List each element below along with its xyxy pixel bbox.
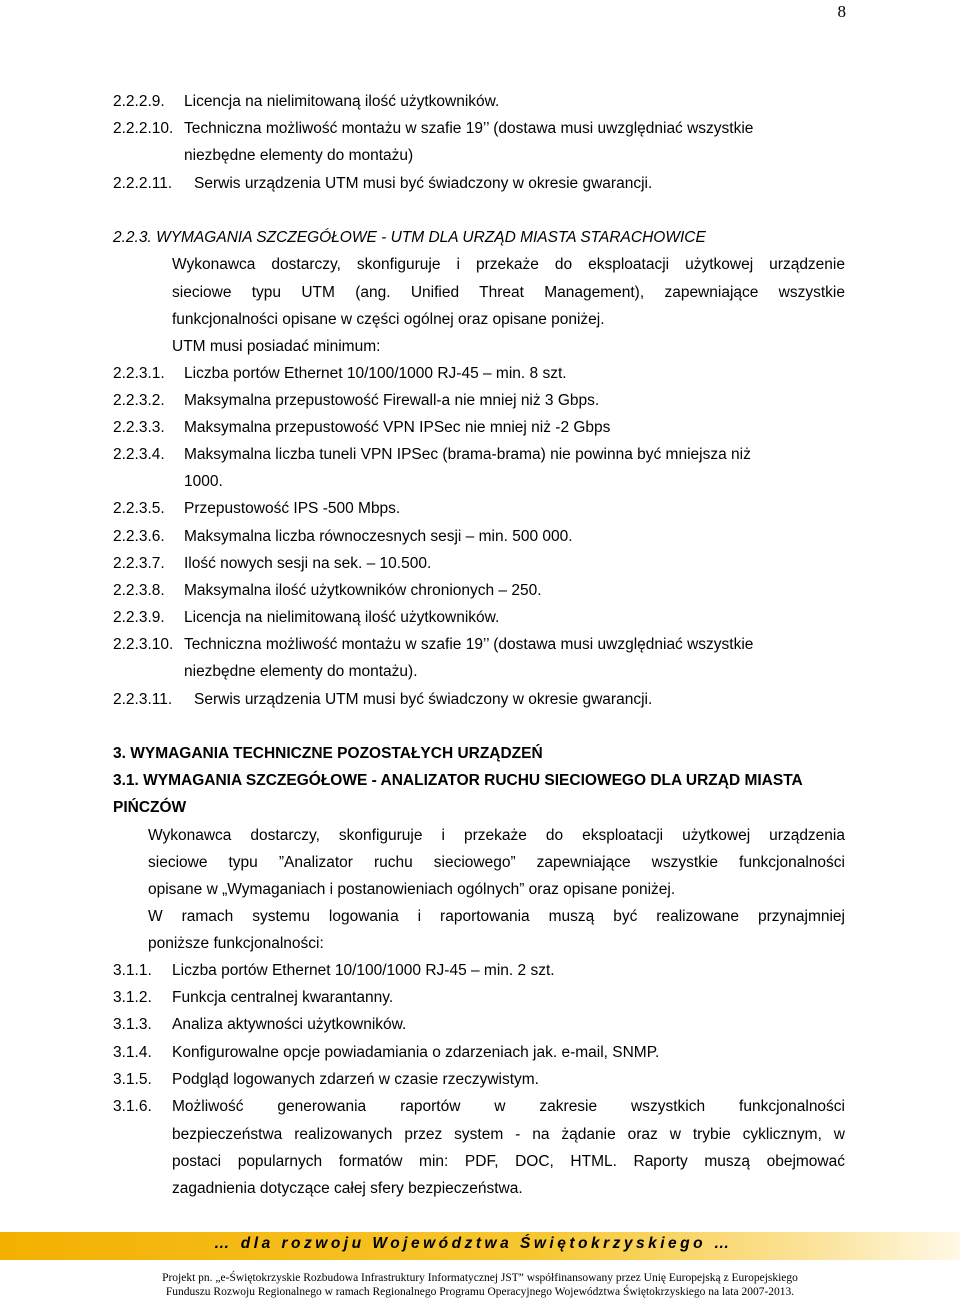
- footer-line: Funduszu Rozwoju Regionalnego w ramach Regionalnego Programu Operacyjnego Województwa Świętokrzyskiego na lata 2007-2013.: [165, 1286, 795, 1298]
- item-text: Liczba portów Ethernet 10/100/1000 RJ-45 – min. 8 szt.: [184, 365, 567, 382]
- item-number: 2.2.3.11.: [113, 691, 173, 708]
- paragraph-line: Wykonawca dostarczy, skonfiguruje i przekaże do eksploatacji użytkowej urządzenia: [148, 827, 845, 844]
- item-number: 2.2.3.2.: [113, 392, 165, 409]
- item-number: 2.2.3.6.: [113, 528, 165, 545]
- paragraph-line: W ramach systemu logowania i raportowania muszą być realizowane przynajmniej: [148, 908, 845, 925]
- item-text: Maksymalna przepustowość VPN IPSec nie mniej niż -2 Gbps: [184, 419, 611, 436]
- item-number: 2.2.3.5.: [113, 500, 165, 517]
- paragraph-line: poniższe funkcjonalności:: [148, 935, 324, 952]
- item-text: Licencja na nielimitowaną ilość użytkowników.: [184, 93, 500, 110]
- item-text: Podgląd logowanych zdarzeń w czasie rzeczywistym.: [172, 1071, 539, 1088]
- item-number: 2.2.3.3.: [113, 419, 165, 436]
- section-heading: 2.2.3. WYMAGANIA SZCZEGÓŁOWE - UTM DLA URZĄD MIASTA STARACHOWICE: [113, 229, 706, 246]
- item-number: 3.1.1.: [113, 962, 152, 979]
- item-number: 2.2.3.7.: [113, 555, 165, 572]
- item-text: Analiza aktywności użytkowników.: [172, 1016, 407, 1033]
- item-text: Ilość nowych sesji na sek. – 10.500.: [184, 555, 432, 572]
- item-text: Liczba portów Ethernet 10/100/1000 RJ-45 – min. 2 szt.: [172, 962, 555, 979]
- item-text-continuation: 1000.: [184, 473, 223, 490]
- paragraph-line: UTM musi posiadać minimum:: [172, 338, 381, 355]
- paragraph-line: sieciowe typu ”Analizator ruchu sieciowego” zapewniające wszystkie funkcjonalności: [148, 854, 845, 871]
- item-number: 3.1.5.: [113, 1071, 152, 1088]
- page-number: 8: [837, 2, 846, 21]
- item-text: Maksymalna ilość użytkowników chronionych – 250.: [184, 582, 542, 599]
- section-heading-continuation: PIŃCZÓW: [113, 799, 187, 816]
- footer-line: Projekt pn. „e-Świętokrzyskie Rozbudowa Infrastruktury Informatycznej JST” współfinansowany przez Unię Europejską z Europejskiego: [162, 1272, 798, 1284]
- item-text: Licencja na nielimitowaną ilość użytkowników.: [184, 609, 500, 626]
- item-text-continuation: zagadnienia dotyczące całej sfery bezpieczeństwa.: [172, 1180, 523, 1197]
- paragraph-line: funkcjonalności opisane w części ogólnej oraz opisane poniżej.: [172, 311, 605, 328]
- chapter-heading: 3. WYMAGANIA TECHNICZNE POZOSTAŁYCH URZĄDZEŃ: [113, 745, 543, 762]
- footer-banner-text: … dla rozwoju Województwa Świętokrzyskiego …: [214, 1235, 733, 1252]
- section-heading: 3.1. WYMAGANIA SZCZEGÓŁOWE - ANALIZATOR RUCHU SIECIOWEGO DLA URZĄD MIASTA: [113, 772, 803, 789]
- item-text-continuation: bezpieczeństwa realizowanych przez system - na żądanie oraz w trybie cyklicznym, w: [172, 1126, 845, 1143]
- item-text-continuation: niezbędne elementy do montażu): [184, 147, 414, 164]
- item-number: 3.1.6.: [113, 1098, 152, 1115]
- paragraph-line: Wykonawca dostarczy, skonfiguruje i przekaże do eksploatacji użytkowej urządzenie: [172, 256, 845, 273]
- item-number: 2.2.3.4.: [113, 446, 165, 463]
- item-number: 2.2.2.9.: [113, 93, 165, 110]
- item-text: Możliwość generowania raportów w zakresie wszystkich funkcjonalności: [172, 1098, 845, 1115]
- item-text: Techniczna możliwość montażu w szafie 19’’ (dostawa musi uwzględniać wszystkie: [184, 120, 754, 137]
- item-text-continuation: niezbędne elementy do montażu).: [184, 663, 418, 680]
- paragraph-line: opisane w „Wymaganiach i postanowieniach ogólnych” oraz opisane poniżej.: [148, 881, 676, 898]
- item-number: 2.2.3.9.: [113, 609, 165, 626]
- item-number: 2.2.2.10.: [113, 120, 174, 137]
- item-text: Serwis urządzenia UTM musi być świadczony w okresie gwarancji.: [194, 175, 653, 192]
- item-text: Maksymalna liczba tuneli VPN IPSec (brama-brama) nie powinna być mniejsza niż: [184, 446, 751, 463]
- item-text: Techniczna możliwość montażu w szafie 19’’ (dostawa musi uwzględniać wszystkie: [184, 636, 754, 653]
- item-text-continuation: postaci popularnych formatów min: PDF, DOC, HTML. Raporty muszą obejmować: [172, 1153, 845, 1170]
- item-text: Serwis urządzenia UTM musi być świadczony w okresie gwarancji.: [194, 691, 653, 708]
- item-number: 2.2.3.8.: [113, 582, 165, 599]
- item-number: 2.2.3.1.: [113, 365, 165, 382]
- item-text: Maksymalna liczba równoczesnych sesji – min. 500 000.: [184, 528, 573, 545]
- item-number: 2.2.2.11.: [113, 175, 173, 192]
- item-number: 3.1.3.: [113, 1016, 152, 1033]
- paragraph-line: sieciowe typu UTM (ang. Unified Threat Management), zapewniające wszystkie: [172, 284, 845, 301]
- item-text: Maksymalna przepustowość Firewall-a nie mniej niż 3 Gbps.: [184, 392, 600, 409]
- item-text: Przepustowość IPS -500 Mbps.: [184, 500, 401, 517]
- item-text: Funkcja centralnej kwarantanny.: [172, 989, 394, 1006]
- footer-banner: [0, 1232, 960, 1260]
- item-text: Konfigurowalne opcje powiadamiania o zdarzeniach jak. e-mail, SNMP.: [172, 1044, 660, 1061]
- item-number: 2.2.3.10.: [113, 636, 174, 653]
- item-number: 3.1.4.: [113, 1044, 152, 1061]
- item-number: 3.1.2.: [113, 989, 152, 1006]
